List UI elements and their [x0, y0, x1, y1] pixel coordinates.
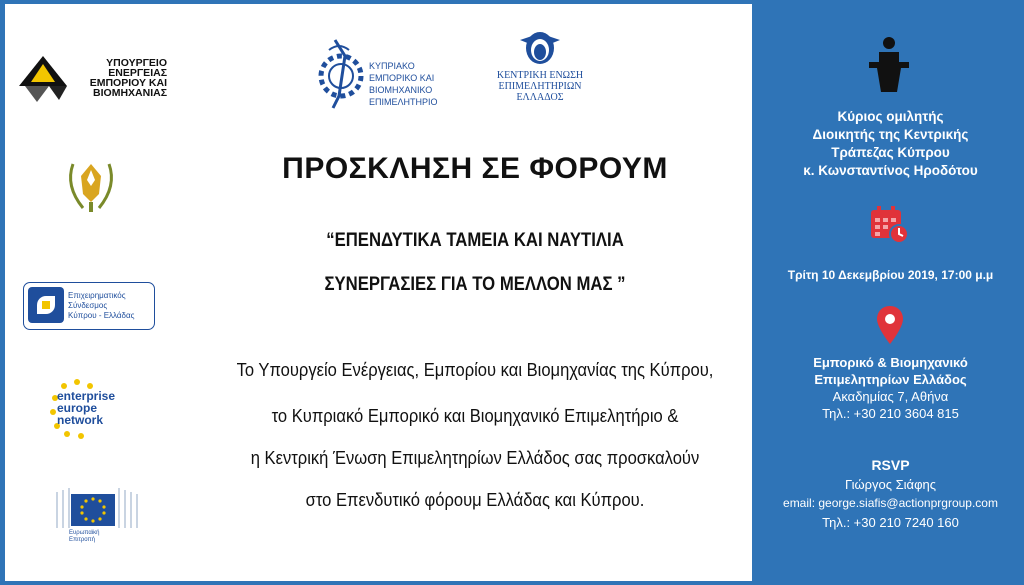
calendar-icon	[869, 206, 911, 244]
page-title: ΠΡΟΣΚΛΗΣΗ ΣΕ ΦΟΡΟΥΜ	[282, 152, 668, 185]
eu-commission-logo	[47, 482, 147, 544]
venue-block	[757, 354, 1024, 422]
berlaymont-building-icon	[47, 482, 147, 528]
invitation-body-line-4: στο Επενδυτικό φόρουμ Ελλάδας και Κύπρου.	[305, 490, 645, 510]
ministry-line-1: ΥΠΟΥΡΓΕΙΟ	[106, 57, 167, 69]
greek-chamber-logo	[485, 26, 595, 116]
eu-commission-line-2: Επιτροπή	[69, 537, 95, 543]
rsvp-block	[757, 456, 1024, 532]
venue-name-line-2: Επιμελητηρίων Ελλάδος	[814, 372, 967, 387]
ministry-emblem-icon	[19, 56, 67, 102]
ministry-line-2: ΕΝΕΡΓΕΙΑΣ	[108, 67, 167, 79]
association-line-1: Επιχειρηματικός	[68, 291, 126, 300]
association-emblem-icon	[28, 287, 64, 323]
invitation-card	[5, 4, 752, 581]
podium-icon	[867, 36, 911, 94]
een-line-2: europe	[57, 401, 98, 415]
rsvp-email[interactable]: email: george.siafis@actionprgroup.com	[783, 496, 998, 510]
association-line-2: Σύνδεσμος	[68, 301, 108, 310]
gr-chamber-line-2: ΕΠΙΜΕΛΗΤΗΡΙΩΝ	[498, 81, 582, 92]
venue-address: Ακαδημίας 7, Αθήνα	[832, 389, 949, 404]
rsvp-phone: Τηλ.: +30 210 7240 160	[822, 515, 959, 530]
invitation-body-line-3: η Κεντρική Ένωση Επιμελητηρίων Ελλάδος σας προσκαλούν	[250, 448, 700, 468]
invitation-body-line-2: το Κυπριακό Εμπορικό και Βιομηχανικό Επιμελητήριο &	[271, 406, 679, 426]
speaker-line-3: Τράπεζας Κύπρου	[831, 145, 950, 160]
speaker-block	[757, 108, 1024, 180]
venue-phone: Τηλ.: +30 210 3604 815	[822, 406, 959, 421]
cy-chamber-line-3: ΒΙΟΜΗΧΑΝΙΚΟ	[369, 85, 433, 95]
location-pin-icon	[877, 306, 903, 344]
rsvp-title: RSVP	[871, 457, 910, 473]
gr-chamber-line-3: ΕΛΛΑΔΟΣ	[516, 92, 564, 103]
forum-subtitle-line-1: “ΕΠΕΝΔΥΤΙΚΑ ΤΑΜΕΙΑ ΚΑΙ ΝΑΥΤΙΛΙΑ	[326, 230, 624, 251]
een-line-1: enterprise	[57, 389, 116, 403]
cy-chamber-line-4: ΕΠΙΜΕΛΗΤΗΡΙΟ	[369, 97, 438, 107]
ministry-line-4: ΒΙΟΜΗΧΑΝΙΑΣ	[93, 87, 167, 99]
gr-chamber-line-1: ΚΕΝΤΡΙΚΗ ΕΝΩΣΗ	[496, 70, 584, 81]
cy-chamber-line-2: ΕΜΠΟΡΙΚΟ ΚΑΙ	[369, 73, 435, 83]
info-sidebar	[757, 0, 1024, 585]
eu-commission-line-1: Ευρωπαϊκή	[69, 530, 100, 536]
chamber-gear-icon	[315, 36, 365, 112]
hermes-head-icon	[516, 26, 564, 68]
een-line-3: network	[57, 413, 104, 427]
business-association-logo	[23, 282, 155, 330]
cy-chamber-line-1: ΚΥΠΡΙΑΚΟ	[369, 61, 415, 71]
invitation-body-line-1: Το Υπουργείο Ενέργειας, Εμπορίου και Βιομηχανίας της Κύπρου,	[236, 360, 714, 380]
speaker-line-2: Διοικητής της Κεντρικής	[812, 127, 969, 142]
venue-name-line-1: Εμπορικό & Βιομηχανικό	[813, 355, 968, 370]
speaker-line-1: Κύριος ομιλητής	[837, 109, 944, 124]
forum-subtitle-line-2: ΣΥΝΕΡΓΑΣΙΕΣ ΓΙΑ ΤΟ ΜΕΛΛΟΝ ΜΑΣ ”	[324, 274, 626, 295]
rsvp-name: Γιώργος Σιάφης	[844, 477, 936, 492]
event-datetime: Τρίτη 10 Δεκεμβρίου 2019, 17:00 μ.μ	[787, 268, 994, 282]
ministry-line-3: ΕΜΠΟΡΙΟΥ ΚΑΙ	[89, 77, 167, 89]
cyprus-emblem-icon	[63, 156, 119, 214]
speaker-line-4: κ. Κωνσταντίνος Ηροδότου	[803, 163, 978, 178]
association-line-3: Κύπρου - Ελλάδας	[68, 311, 135, 320]
ministry-logo	[19, 50, 189, 110]
een-logo	[45, 376, 155, 440]
cyprus-chamber-logo	[315, 36, 465, 116]
